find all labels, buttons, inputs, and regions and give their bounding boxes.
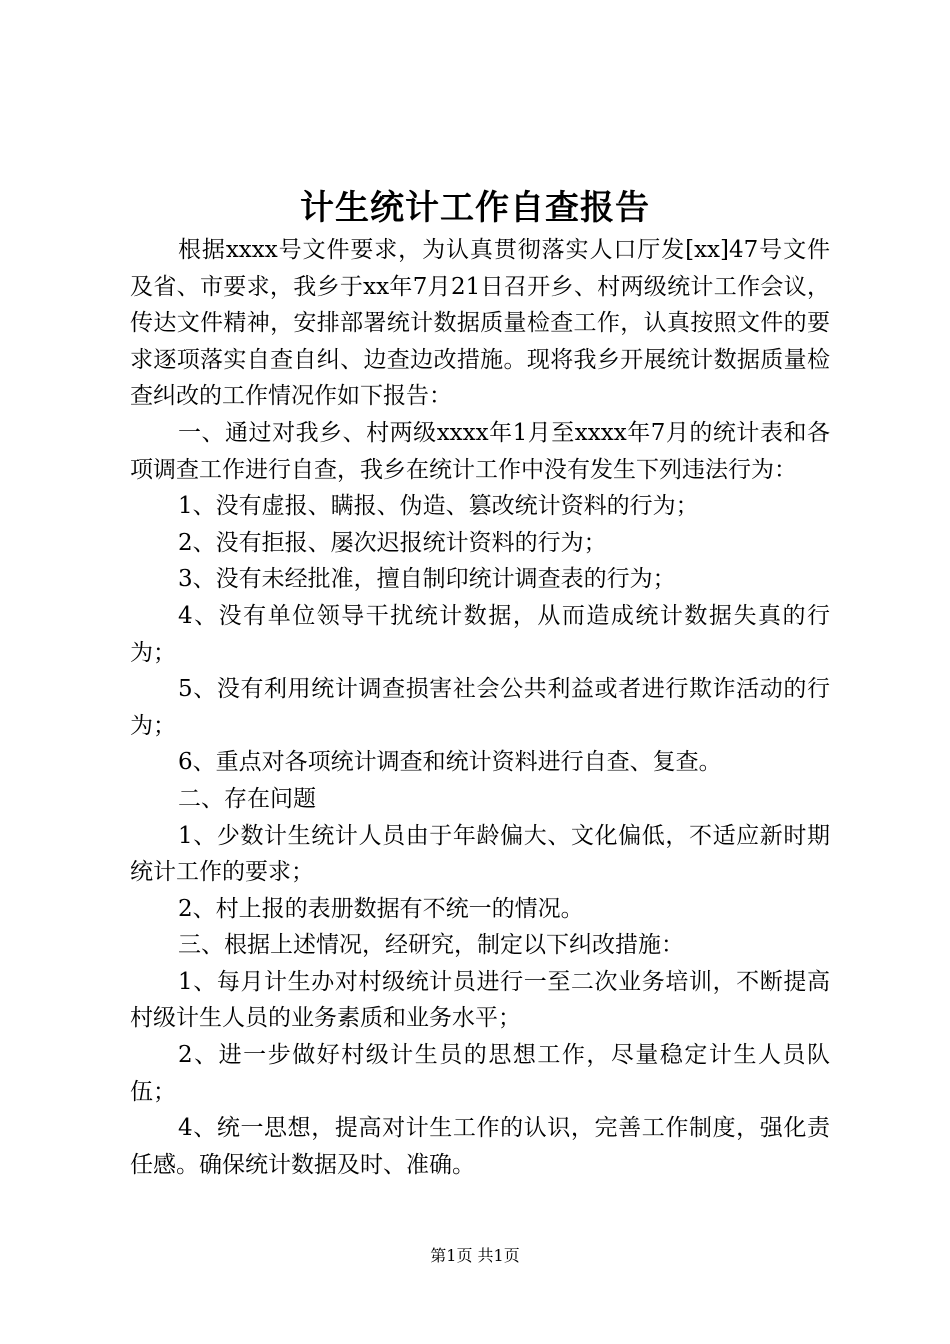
paragraph-item: 3、没有未经批准，擅自制印统计调查表的行为； [178, 566, 676, 593]
paragraph-item: 2、村上报的表册数据有不统一的情况。 [178, 895, 584, 922]
paragraph-item: 1、少数计生统计人员由于年龄偏大、文化偏低，不适应新时期统计工作的要求； [130, 822, 830, 886]
document-title: 计生统计工作自查报告 [300, 188, 650, 228]
paragraph-item: 1、每月计生办对村级统计员进行一至二次业务培训，不断提高村级计生人员的业务素质和业务水平； [130, 968, 830, 1032]
document-body [130, 232, 830, 1183]
paragraph-section-3: 三、根据上述情况，经研究，制定以下纠改措施： [178, 932, 684, 959]
paragraph-item: 2、没有拒报、屡次迟报统计资料的行为； [178, 529, 607, 556]
paragraph-item: 6、重点对各项统计调查和统计资料进行自查、复查。 [178, 749, 722, 776]
paragraph-item: 4、没有单位领导干扰统计数据，从而造成统计数据失真的行为； [130, 602, 830, 666]
paragraph-item: 1、没有虚报、瞒报、伪造、篡改统计资料的行为； [178, 493, 699, 520]
paragraph-intro: 根据xxxx号文件要求，为认真贯彻落实人口厅发[xx]47号文件及省、市要求，我乡于xx年7月21日召开乡、村两级统计工作会议，传达文件精神，安排部署统计数据质量检查工作，认真按照文件的要求逐项落实自查自纠、边查边改措施。现将我乡开展统计数据质量检查纠改的工作情况作如下报告： [130, 237, 830, 410]
page-footer: 第1页 共1页 [430, 1246, 520, 1265]
paragraph-item: 5、没有利用统计调查损害社会公共利益或者进行欺诈活动的行为； [130, 676, 830, 739]
paragraph-section-1: 一、通过对我乡、村两级xxxx年1月至xxxx年7月的统计表和各项调查工作进行自查，我乡在统计工作中没有发生下列违法行为： [130, 419, 830, 483]
paragraph-item: 4、统一思想，提高对计生工作的认识，完善工作制度，强化责任感。确保统计数据及时、准确。 [130, 1115, 830, 1178]
paragraph-section-2: 二、存在问题 [178, 785, 316, 812]
paragraph-item: 2、进一步做好村级计生员的思想工作，尽量稳定计生人员队伍； [130, 1042, 830, 1105]
